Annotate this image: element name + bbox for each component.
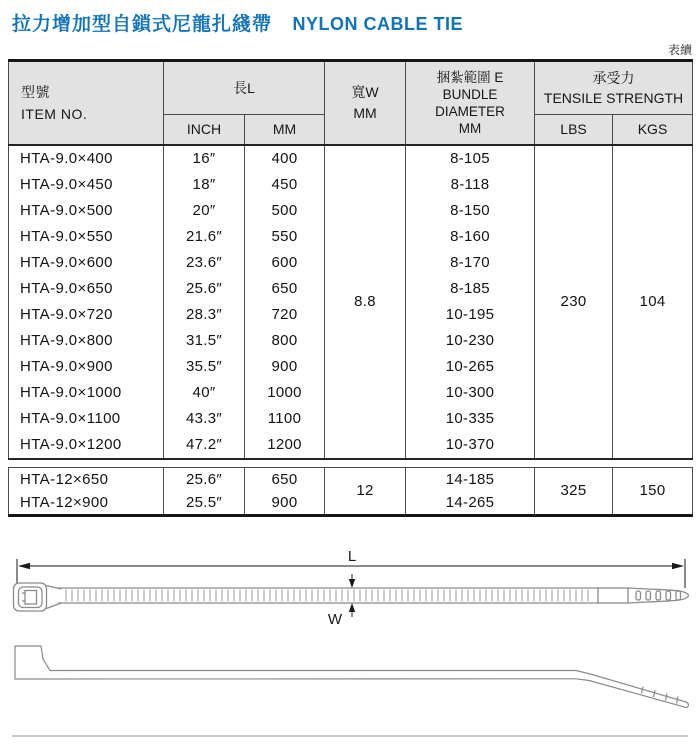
cable-tie-side-view [15,646,688,707]
cell-bundle: 10-265 [406,354,535,380]
spec-table-body-2 [9,467,693,515]
cell-kgs-span: 150 [613,467,693,515]
header-item-en: ITEM NO. [21,105,88,122]
cell-inch: 16″ [164,145,245,172]
page-title-zh: 拉力增加型自鎖式尼龍扎綫帶 [12,14,273,35]
cell-bundle: 14-265 [406,491,535,516]
cell-inch: 35.5″ [164,354,245,380]
header-mm: MM [245,115,325,145]
cell-mm: 800 [245,328,325,354]
cell-mm: 600 [245,250,325,276]
header-length: 長L [164,61,325,115]
cable-tie-drawing [0,546,700,749]
table-continued-label: 表續 [667,43,692,57]
cell-bundle: 8-160 [406,224,535,250]
tie-tail-outline [628,588,689,603]
tail-slot [676,591,681,600]
cell-item: HTA-9.0×650 [9,276,164,302]
header-lbs: LBS [535,115,613,145]
cell-mm: 450 [245,172,325,198]
cell-inch: 18″ [164,172,245,198]
cell-bundle: 10-300 [406,380,535,406]
strap-end-block [598,588,628,603]
cell-inch: 21.6″ [164,224,245,250]
cell-bundle: 8-118 [406,172,535,198]
page-title [0,0,700,36]
spec-table-hta12 [8,467,693,517]
cell-mm: 1000 [245,380,325,406]
cell-mm: 650 [245,276,325,302]
header-item-no [9,61,164,145]
table-row [9,145,693,172]
spec-table-hta9 [8,59,693,460]
header-width-unit: MM [353,104,377,121]
cell-inch: 25.6″ [164,467,245,491]
cell-mm: 400 [245,145,325,172]
cell-bundle: 10-195 [406,302,535,328]
header-bundle-unit: MM [458,120,482,136]
cell-bundle: 10-335 [406,406,535,432]
cell-item: HTA-9.0×900 [9,354,164,380]
cell-item: HTA-9.0×400 [9,145,164,172]
cell-bundle: 10-230 [406,328,535,354]
header-inch: INCH [164,115,245,145]
cell-lbs-span: 325 [535,467,613,515]
header-bundle-diameter [406,61,535,145]
header-width-zh: 寬W [351,83,379,100]
tail-slot [636,591,641,600]
cell-bundle: 8-150 [406,198,535,224]
header-tensile-strength [535,61,693,115]
cell-width-span: 8.8 [325,145,406,459]
cell-item: HTA-12×900 [9,491,164,516]
tie-neck-bottom [47,603,62,609]
cell-mm: 650 [245,467,325,491]
tail-slot [646,591,651,600]
cell-item: HTA-12×650 [9,467,164,491]
cell-mm: 1200 [245,432,325,459]
cell-inch: 28.3″ [164,302,245,328]
cell-item: HTA-9.0×450 [9,172,164,198]
cell-mm: 900 [245,354,325,380]
cell-item: HTA-9.0×1100 [9,406,164,432]
header-bundle-en1: BUNDLE [442,86,498,102]
cell-bundle: 8-185 [406,276,535,302]
spec-table-header [9,61,693,145]
cell-item: HTA-9.0×600 [9,250,164,276]
cell-mm: 500 [245,198,325,224]
cell-inch: 43.3″ [164,406,245,432]
cell-item: HTA-9.0×1000 [9,380,164,406]
cell-item: HTA-9.0×800 [9,328,164,354]
cell-item: HTA-9.0×500 [9,198,164,224]
tail-slot [656,591,661,600]
cell-mm: 720 [245,302,325,328]
header-row-1 [9,61,693,115]
cell-lbs-span: 230 [535,145,613,459]
page-title-en: NYLON CABLE TIE [292,14,463,34]
cell-item: HTA-9.0×550 [9,224,164,250]
tie-head-pawl [25,590,37,604]
cell-inch: 31.5″ [164,328,245,354]
cell-inch: 23.6″ [164,250,245,276]
cell-mm: 550 [245,224,325,250]
table-row [9,467,693,491]
cell-inch: 40″ [164,380,245,406]
header-bundle-zh: 捆紮範圍 E [436,69,504,85]
header-tensile-en: TENSILE STRENGTH [543,90,684,106]
cell-mm: 900 [245,491,325,516]
header-tensile-zh: 承受力 [592,70,635,86]
cell-inch: 47.2″ [164,432,245,459]
cell-kgs-span: 104 [613,145,693,459]
cell-mm: 1100 [245,406,325,432]
tail-slot [666,591,671,600]
header-kgs: KGS [613,115,693,145]
cell-item: HTA-9.0×1200 [9,432,164,459]
header-bundle-en2: DIAMETER [435,103,505,119]
cell-inch: 20″ [164,198,245,224]
cell-inch: 25.5″ [164,491,245,516]
cell-bundle: 10-370 [406,432,535,459]
cable-tie-diagram-svg [0,546,700,744]
cell-item: HTA-9.0×720 [9,302,164,328]
width-dimension-label: W [327,610,342,628]
cell-inch: 25.6″ [164,276,245,302]
cell-bundle: 8-170 [406,250,535,276]
length-dimension-label: L [347,547,357,565]
header-item-zh: 型號 [21,83,50,100]
header-width [325,61,406,145]
cell-bundle: 14-185 [406,467,535,491]
spec-table-body [9,145,693,459]
side-profile-outline [15,646,688,707]
cell-bundle: 8-105 [406,145,535,172]
cell-width-span: 12 [325,467,406,515]
strap-serrations [66,589,588,601]
